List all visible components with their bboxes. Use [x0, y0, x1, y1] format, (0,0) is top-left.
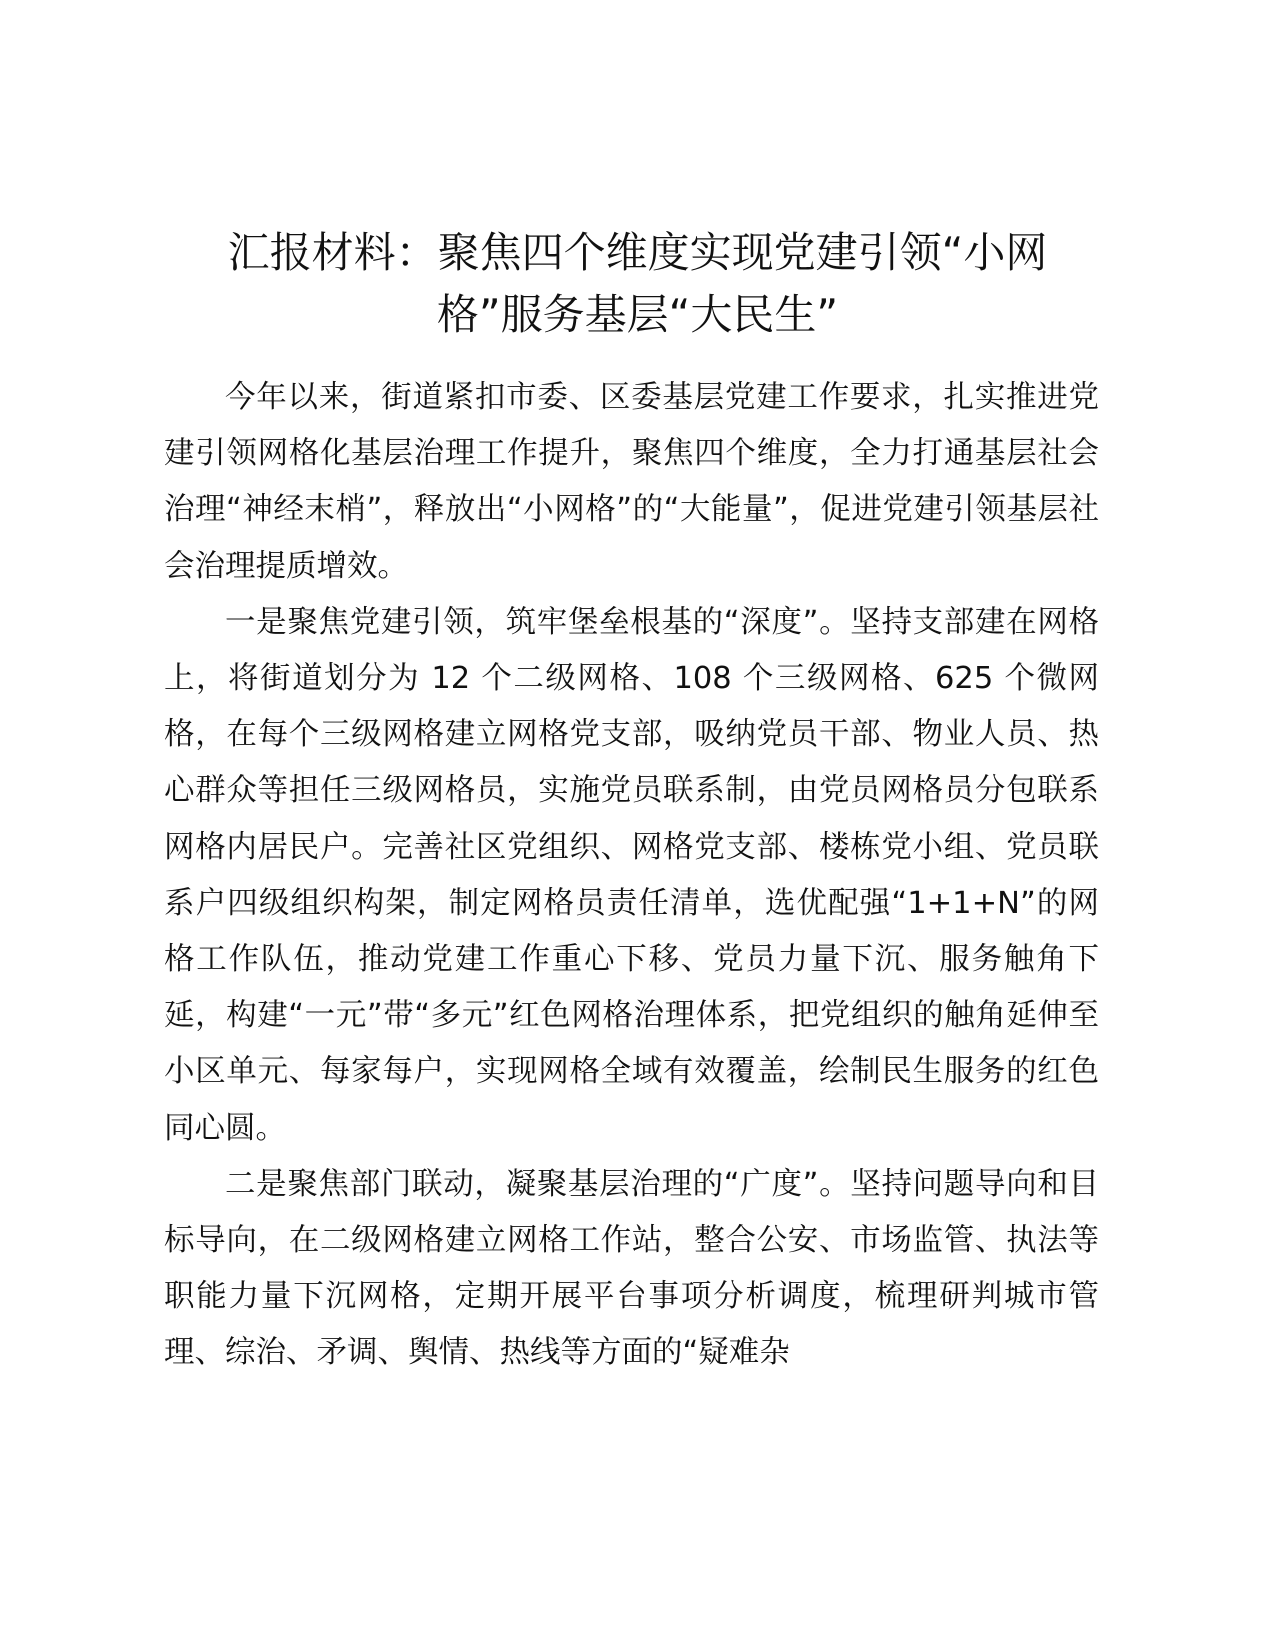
title-line-1: 汇报材料：聚焦四个维度实现党建引领“小网 [227, 228, 1048, 277]
paragraph-party-leadership: 一是聚焦党建引领，筑牢堡垒根基的“深度”。坚持支部建在网格上，将街道划分为 12 个二级网格、108 个三级网格、625 个微网格，在每个三级网格建立网格党支部，吸纳党员干部、物业人员、热心群众等担任三级网格员，实施党员联系制，由党员网格员分包联系网格内居民户。完善社区党组织、网格党支部、楼栋党小组、党员联系户四级组织构架，制定网格员责任清单，选优配强“1+1+N”的网格工作队伍，推动党建工作重心下移、党员力量下沉、服务触角下延，构建“一元”带“多元”红色网格治理体系，把党组织的触角延伸至小区单元、每家每户，实现网格全域有效覆盖，绘制民生服务的红色同心圆。 [164, 604, 1099, 1146]
document-title [160, 222, 1115, 346]
document-body [164, 370, 1099, 1382]
paragraph-intro: 今年以来，街道紧扣市委、区委基层党建工作要求，扎实推进党建引领网格化基层治理工作提升，聚焦四个维度，全力打通基层社会治理“神经末梢”，释放出“小网格”的“大能量”，促进党建引领基层社会治理提质增效。 [164, 380, 1099, 584]
title-line-2: 格”服务基层“大民生” [436, 290, 839, 339]
paragraph-department-linkage: 二是聚焦部门联动，凝聚基层治理的“广度”。坚持问题导向和目标导向，在二级网格建立网格工作站，整合公安、市场监管、执法等职能力量下沉网格，定期开展平台事项分析调度，梳理研判城市管理、综治、矛调、舆情、热线等方面的“疑难杂 [164, 1166, 1099, 1371]
